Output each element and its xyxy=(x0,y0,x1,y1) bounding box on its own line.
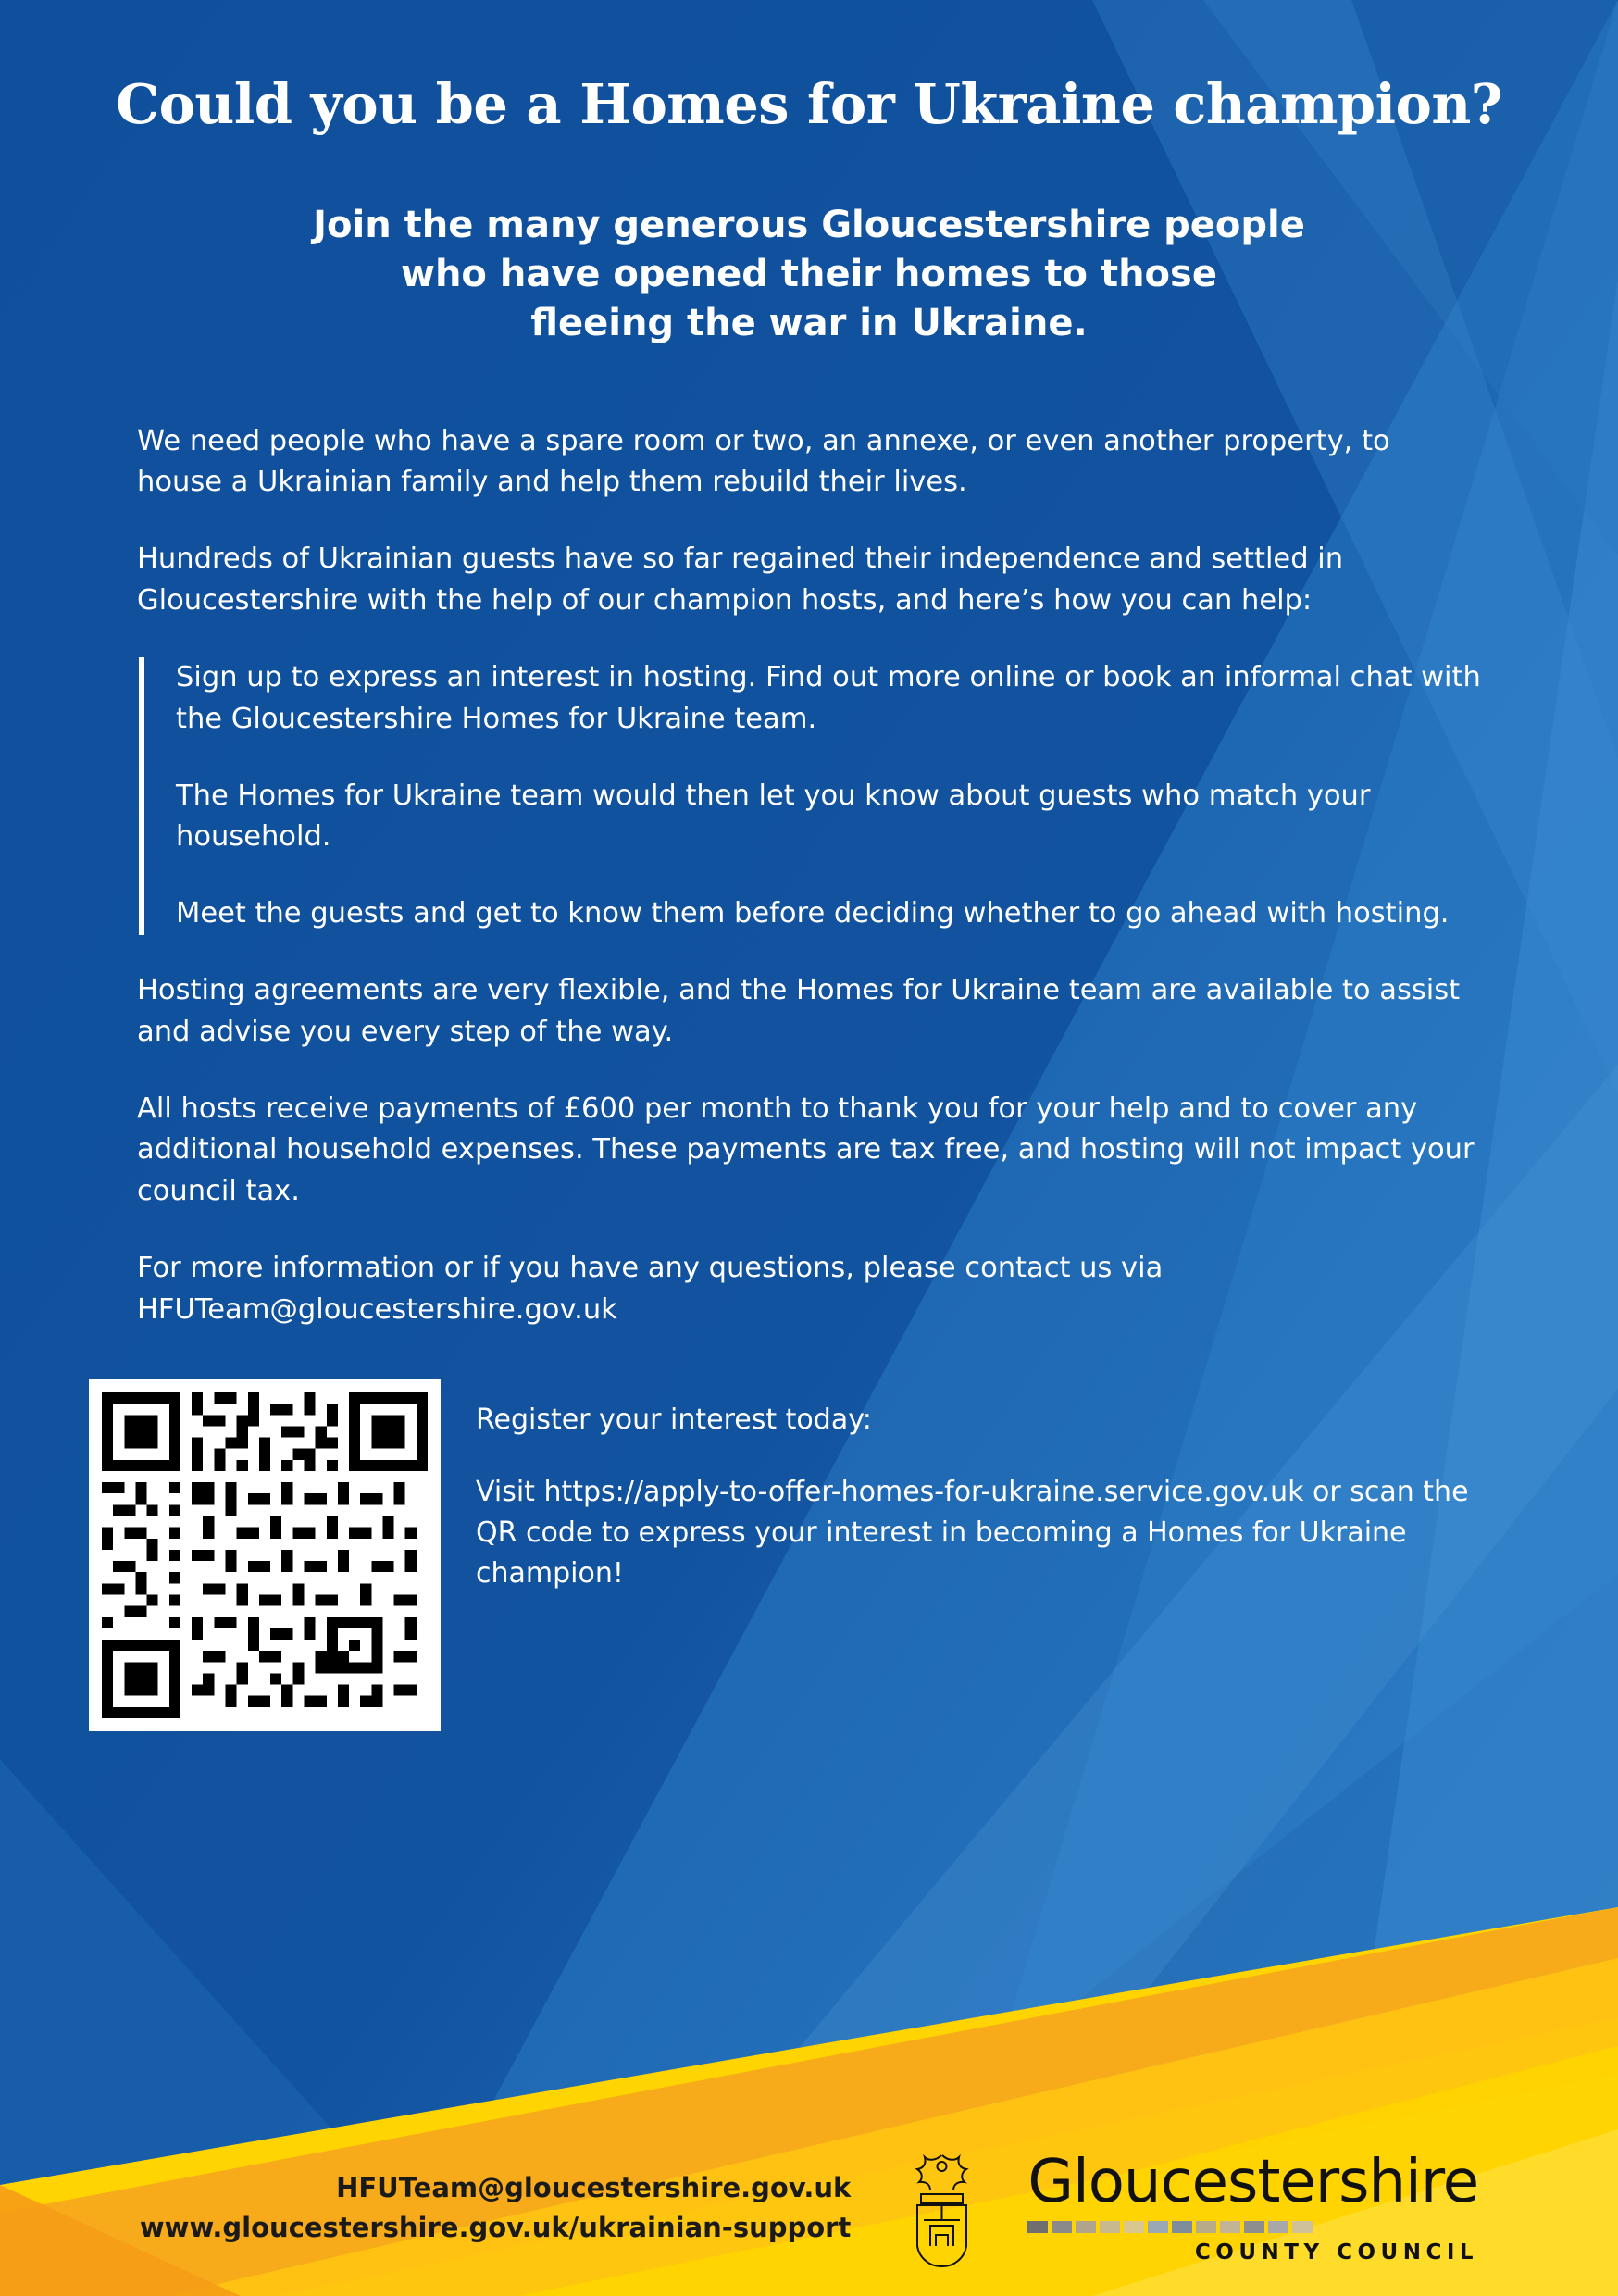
step-item-1: Sign up to express an interest in hosting. Find out more online or book an informal chat with the Gloucestershire Homes for Ukraine team. xyxy=(176,660,1481,735)
qr-code[interactable] xyxy=(89,1379,441,1731)
subheadline-line-3: fleeing the war in Ukraine. xyxy=(530,301,1088,344)
brand-name: Gloucestershire xyxy=(1027,2147,1479,2216)
council-crest-icon xyxy=(893,2148,990,2268)
footer-contact xyxy=(140,2168,856,2249)
paragraph-intro: We need people who have a spare room or two, an annexe, or even another property, to house a Ukrainian family and help them rebuild their lives. xyxy=(137,424,1390,499)
brand-subtitle: COUNTY COUNCIL xyxy=(1194,2240,1479,2265)
paragraph-contact: For more information or if you have any questions, please contact us via HFUTeam@gloucestershire.gov.uk xyxy=(137,1252,1164,1326)
council-logo xyxy=(1027,2147,1479,2265)
step-item-3: Meet the guests and get to know them before deciding whether to go ahead with hosting. xyxy=(176,897,1450,930)
register-body: Visit https://apply-to-offer-homes-for-ukraine.service.gov.uk or scan the QR code to express your interest in becoming a Homes for Ukraine champion! xyxy=(476,1475,1469,1591)
subheadline xyxy=(0,169,1618,347)
paragraph-flexible: Hosting agreements are very flexible, and the Homes for Ukraine team are available to assist and advise you every step of the way. xyxy=(137,974,1461,1048)
steps-list xyxy=(139,657,1481,935)
poster-content xyxy=(0,37,1618,1731)
footer-email[interactable]: HFUTeam@gloucestershire.gov.uk xyxy=(336,2171,852,2203)
paragraph-payments: All hosts receive payments of £600 per month to thank you for your help and to cover any additional household expenses. These payments are tax free, and hosting will not impact your council tax. xyxy=(137,1092,1475,1208)
page-title: Could you be a Homes for Ukraine champion? xyxy=(116,71,1502,136)
footer-website[interactable]: www.gloucestershire.gov.uk/ukrainian-support xyxy=(139,2212,852,2243)
step-item-2: The Homes for Ukraine team would then let you know about guests who match your household. xyxy=(176,779,1371,854)
footer xyxy=(0,2120,1618,2296)
subheadline-line-1: Join the many generous Gloucestershire people xyxy=(313,203,1305,246)
brand-bars xyxy=(1027,2221,1478,2233)
qr-code-image xyxy=(102,1392,428,1718)
register-text xyxy=(476,1379,1481,1594)
subheadline-line-2: who have opened their homes to those xyxy=(401,252,1217,295)
body-copy xyxy=(0,379,1618,1331)
register-heading: Register your interest today: xyxy=(476,1403,872,1436)
paragraph-hundreds: Hundreds of Ukrainian guests have so far regained their independence and settled in Gloucestershire with the help of our champion hosts, and here’s how you can help: xyxy=(137,543,1344,618)
register-section xyxy=(0,1366,1618,1731)
